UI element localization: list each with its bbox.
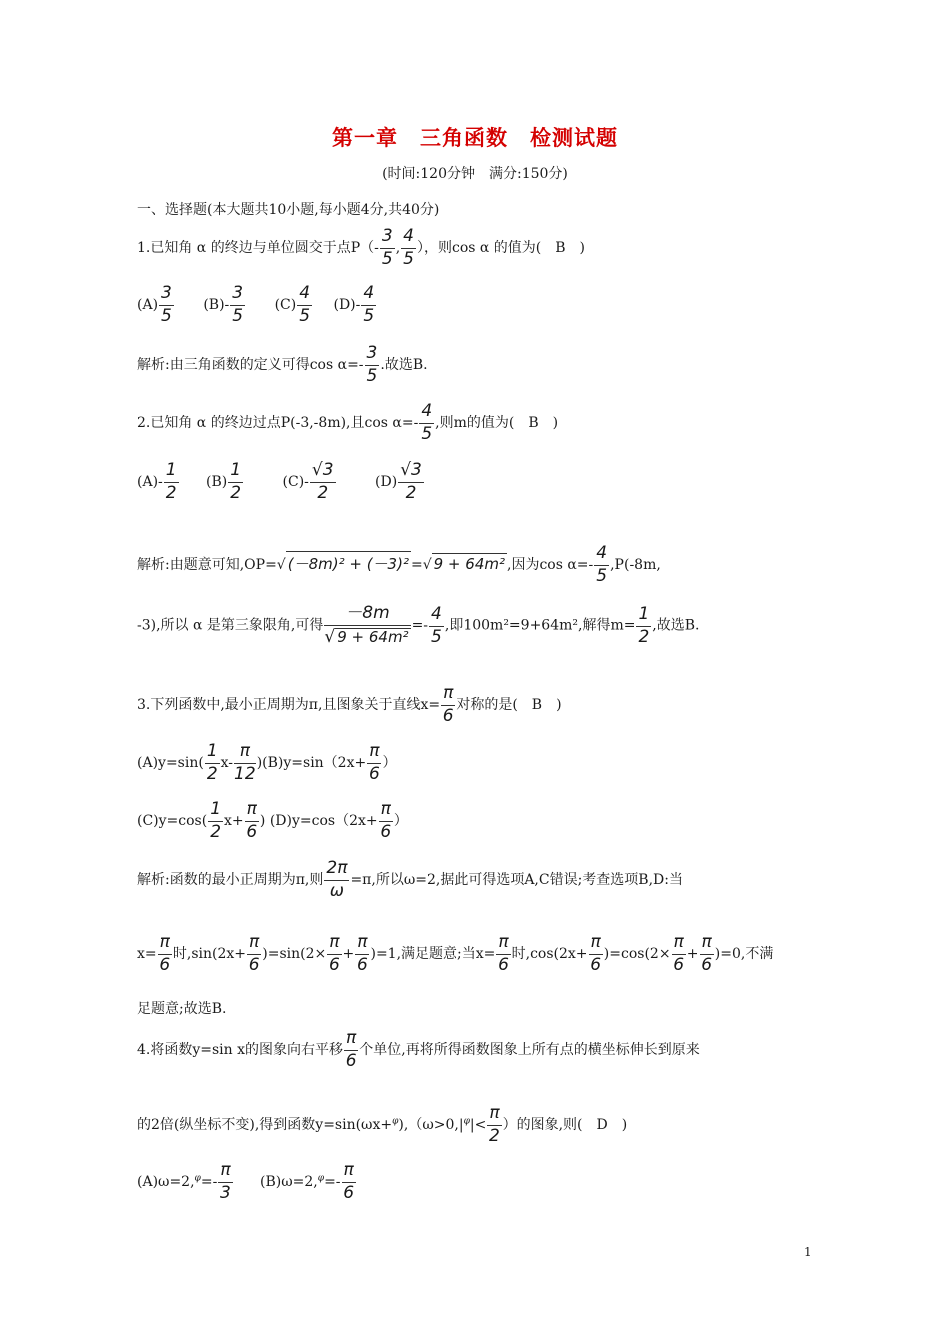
option-a: (A) $\frac{3}{5}$	[137, 283, 172, 326]
page-number: 1	[804, 1245, 812, 1259]
question-4-stem: 4.将函数y=sin x的图象向右平移 $\frac{\pi}{6}$ 个单位,再将所得函数图象上所有点的横坐标伸长到原来	[137, 1028, 700, 1071]
question-2-solution-line-1: 解析:由题意可知,OP=√ (－8m)² + (－3)² =√ 9 + 64m² ,因为cos α=- $\frac{4}{5}$ ,P(-8m,	[137, 543, 661, 586]
question-3-stem: 3.下列函数中,最小正周期为π,且图象关于直线x= $\frac{\pi}{6}$ 对称的是( B )	[137, 683, 562, 726]
fraction: $\frac{4}{5}$	[403, 226, 414, 269]
option-a: (A)- $\frac{1}{2}$	[137, 460, 177, 503]
option-d: (D)- $\frac{4}{5}$	[333, 283, 375, 326]
question-1-stem: 1.已知角 α 的终边与单位圆交于点P（- $\frac{3}{5}$ , $\frac{4}{5}$ ），则cos α 的值为( B )	[137, 226, 586, 269]
page-title: 第一章 三角函数 检测试题	[332, 125, 618, 150]
option-d: (D) $\frac{√3}{2}$	[375, 460, 422, 503]
question-2-solution-line-2: -3),所以 α 是第三象限角,可得 $\frac{-8m}{\text{√ 9 + 64m²}}$ =- $\frac{4}{5}$ ,即100m²=9+64m²,解得m= $\frac{1}{2}$ ,故选B.	[137, 603, 700, 647]
option-b: (B)- $\frac{3}{5}$	[203, 283, 244, 326]
option-b: (B)ω=2,$^\varphi$=- $\frac{\pi}{6}$	[260, 1160, 355, 1203]
question-3-options-ab	[137, 743, 396, 783]
question-3-solution-line-1: 解析:函数的最小正周期为π,则 $\frac{2\pi}{\omega}$ =π,所以ω=2,据此可得选项A,C错误;考查选项B,D:当	[137, 858, 683, 901]
exam-info: (时间:120分钟 满分:150分)	[382, 166, 568, 182]
option-a: (A)ω=2,$^\varphi$=- $\frac{\pi}{3}$	[137, 1160, 231, 1203]
option-c: (C)- $\frac{√3}{2}$	[282, 460, 334, 503]
question-3-solution-line-2: x= $\frac{\pi}{6}$ 时,sin(2x+ $\frac{\pi}{6}$ )=sin(2× $\frac{\pi}{6}$ + $\frac{\pi}{6}$ )=1,满足题意;当x= $\frac{\pi}{6}$ 时,cos(2x+ $\frac{\pi}{6}$ )=cos(2× $\frac{\pi}{6}$ + $\frac{\pi}{6}$ )=0,不满	[137, 932, 774, 975]
question-3-solution-line-3: 足题意;故选B.	[137, 1001, 227, 1017]
option-d: (D)y=cos（2x+ $\frac{\pi}{6}$ ）	[269, 799, 408, 842]
option-b: (B) $\frac{1}{2}$	[206, 460, 242, 503]
question-3-options-cd	[137, 801, 408, 841]
option-a: (A)y=sin( $\frac{1}{2}$ x- $\frac{\pi}{12}$ )	[137, 741, 263, 784]
question-1-solution: 解析:由三角函数的定义可得cos α=- $\frac{3}{5}$ .故选B.	[137, 343, 428, 386]
question-2-options	[137, 462, 425, 502]
option-c: (C) $\frac{4}{5}$	[274, 283, 311, 326]
option-b: (B)y=sin（2x+ $\frac{\pi}{6}$ ）	[262, 741, 397, 784]
question-1-options	[137, 285, 377, 325]
section-heading: 一、选择题(本大题共10小题,每小题4分,共40分)	[137, 202, 440, 218]
question-2-stem: 2.已知角 α 的终边过点P(-3,-8m),且cos α=- $\frac{4}{5}$ ,则m的值为( B )	[137, 401, 559, 444]
fraction: $\frac{3}{5}$	[381, 226, 393, 269]
option-c: (C)y=cos( $\frac{1}{2}$ x+ $\frac{\pi}{6}$ )	[137, 799, 266, 842]
question-4-stem-line-2: 的2倍(纵坐标不变),得到函数$y=\sin(\omega x+^\varphi),(\omega>0,|^\varphi|<$ $\frac{\pi}{2}$ ）的图象,则( D )	[137, 1103, 628, 1146]
question-4-options	[137, 1162, 357, 1202]
